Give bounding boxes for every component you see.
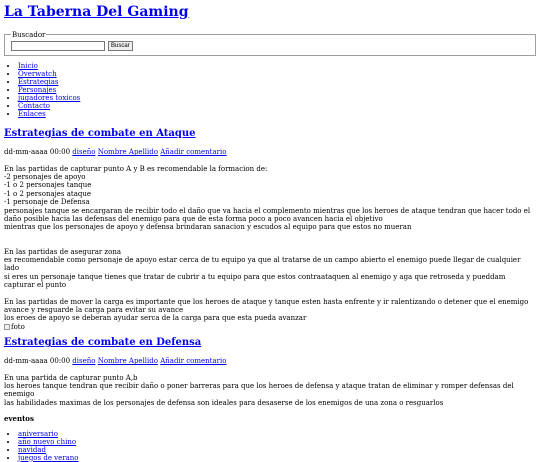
post-text-line: los heroes tanque tendran que recibir daño o poner barreras para que los heroes de defensa y ataque tratan de eliminar y romper defensas del enemigo	[4, 382, 514, 399]
post-text-line: los eroes de apoyo se deberan ayudar serca de la carga para que esta pueda avanzar	[4, 314, 307, 323]
events-item	[18, 446, 536, 454]
post-text-line: En una partida de capturar punto A,b	[4, 373, 138, 382]
search-box	[4, 31, 536, 56]
nav-link-contacto[interactable]: Contacto	[18, 102, 51, 111]
search-legend: Buscador	[12, 30, 46, 39]
post-text-line: las habilidades maximas de los personajes de defensa son ideales para desaserse de los enemigos de una zona o resguarlos	[4, 398, 444, 407]
post-title-link[interactable]: Estrategias de combate en Defensa	[4, 337, 202, 349]
post-text-line: -1 o 2 personajes ataque	[4, 189, 92, 198]
nav-item-estrategias	[18, 78, 536, 86]
post-author-link[interactable]: Nombre Apellido	[97, 148, 158, 157]
post-text-line: -1 personaje de Defensa	[4, 198, 90, 207]
nav-item-inicio	[18, 62, 536, 70]
nav-link-inicio[interactable]: Inicio	[18, 62, 38, 71]
events-link-juegos-de-verano[interactable]: juegos de verano	[18, 453, 79, 462]
post-text-line: mientras que los personajes de apoyo y defensa brindaran sanacion y escudos al equipo para que estos no mueran	[4, 223, 412, 232]
post-defensa	[4, 337, 536, 407]
events-item	[18, 438, 536, 446]
post-category-link[interactable]: diseño	[72, 148, 96, 157]
events-item	[18, 454, 536, 462]
post-paragraph	[4, 248, 536, 290]
nav-item-jugadores-toxicos	[18, 94, 536, 102]
nav-link-jugadores-toxicos[interactable]: jugadores toxicos	[18, 94, 81, 103]
nav-item-overwatch	[18, 70, 536, 78]
post-title-link[interactable]: Estrategias de combate en Ataque	[4, 128, 196, 140]
events-list	[4, 430, 536, 462]
site-title	[4, 4, 536, 21]
post-text-line: En las partidas de mover la carga es importante que los heroes de ataque y tanque esten hasta enfrente y ir ralentizando o detener que el enemigo avance y resguarde la carga para evitar su avance	[4, 297, 529, 315]
events-link-ano-nuevo-chino[interactable]: año nuevo chino	[18, 437, 77, 446]
events-link-navidad[interactable]: navidad	[18, 445, 47, 454]
nav-item-personajes	[18, 86, 536, 94]
post-comment-link[interactable]: Añadir comentario	[160, 357, 227, 366]
post-text-line: personajes tanque se encargaran de recibir todo el daño que va hacia el complemento mientras que los heroes de ataque tendran que hacer todo el daño posible hacia las defensas del enemigo para que de esta forma poco a poco avancen hacia el objetivo	[4, 206, 531, 223]
site-title-link[interactable]: La Taberna Del Gaming	[4, 4, 189, 20]
post-image-alt: foto	[11, 322, 25, 331]
post-paragraph	[4, 374, 536, 408]
events-link-aniversario[interactable]: aniversario	[18, 429, 58, 438]
post-image	[4, 323, 25, 331]
post-text-line: En las partidas de capturar punto A y B es recomendable la formacion de:	[4, 164, 268, 173]
post-comment-link[interactable]: Añadir comentario	[160, 148, 227, 157]
spacer	[4, 240, 536, 248]
nav-item-contacto	[18, 102, 536, 110]
post-text-line: si eres un personaje tanque tienes que tratar de cubrir a tu equipo para que estos contraataquen al enemigo y aga que retroseda y pueddam capturar el punto	[4, 272, 506, 290]
nav-link-enlaces[interactable]: Enlaces	[18, 110, 46, 119]
nav-link-overwatch[interactable]: Overwatch	[18, 70, 57, 79]
search-button[interactable]: Buscar	[108, 41, 133, 51]
post-title	[4, 128, 536, 140]
search-input[interactable]	[11, 41, 105, 51]
events-item	[18, 430, 536, 438]
post-ataque	[4, 128, 536, 337]
events-title: eventos	[4, 414, 34, 424]
post-date: dd-mm-aaaa 00:00	[4, 148, 71, 157]
nav-link-personajes[interactable]: Personajes	[18, 86, 57, 95]
post-paragraph	[4, 165, 536, 232]
post-meta	[4, 357, 536, 365]
broken-image-icon	[4, 324, 10, 330]
post-meta	[4, 148, 536, 156]
post-paragraph	[4, 298, 536, 323]
post-text-line: -1 o 2 personajes tanque	[4, 181, 92, 190]
post-date: dd-mm-aaaa 00:00	[4, 357, 71, 366]
nav-link-estrategias[interactable]: Estrategias	[18, 78, 59, 87]
post-title	[4, 337, 536, 349]
post-category-link[interactable]: diseño	[72, 357, 96, 366]
post-author-link[interactable]: Nombre Apellido	[97, 357, 158, 366]
main-nav	[4, 62, 536, 118]
post-text-line: En las partidas de asegurar zona	[4, 247, 122, 256]
search-row	[11, 41, 529, 51]
post-text-line: -2 personajes de apoyo	[4, 172, 86, 181]
nav-item-enlaces	[18, 110, 536, 118]
post-text-line: es recomendable como personaje de apoyo estar cerca de tu equipo ya que al tratarse de un campo abierto el enemigo puede llegar de cualquier lado	[4, 256, 521, 273]
